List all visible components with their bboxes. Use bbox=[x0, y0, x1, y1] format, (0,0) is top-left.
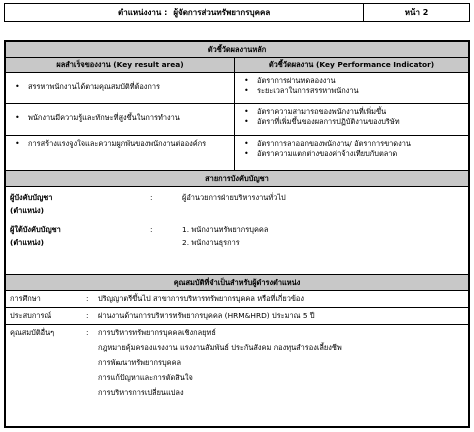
kpi-cell bbox=[235, 73, 468, 103]
kra-cell bbox=[6, 104, 235, 135]
reporting-section bbox=[6, 187, 468, 275]
kra-cell bbox=[6, 136, 235, 170]
kpi-item: • อัตราที่เพิ่มขึ้นของผลการปฏิบัติงานของบริษัท bbox=[239, 117, 464, 126]
colon: : bbox=[150, 224, 153, 234]
colon: : bbox=[86, 311, 89, 320]
other-qualifications-row bbox=[6, 325, 468, 406]
kra-cell bbox=[6, 73, 235, 103]
kpi-item: • อัตราการลาออกของพนักงาน/ อัตราการขาดงาน bbox=[239, 139, 464, 148]
page-number: หน้า 2 bbox=[404, 7, 429, 17]
other-label: คุณสมบัติอื่นๆ bbox=[10, 328, 55, 337]
other-item: กฎหมายคุ้มครองแรงงาน แรงงานสัมพันธ์ ประกันสังคม กองทุนสำรองเลี้ยงชีพ bbox=[98, 343, 342, 352]
experience-row bbox=[6, 308, 468, 325]
kpi-header: ตัวชี้วัดผลงาน (Key Performance Indicator) bbox=[235, 58, 468, 72]
position-label: ตำแหน่งงาน : bbox=[118, 7, 168, 17]
subordinate-label: ผู้ใต้บังคับบัญชา bbox=[10, 224, 61, 234]
kpi-item: • อัตราความสามารถของพนักงานที่เพิ่มขึ้น bbox=[239, 107, 464, 116]
qualifications-section bbox=[6, 291, 468, 406]
other-item: การพัฒนาทรัพยากรบุคคล bbox=[98, 358, 182, 367]
subordinate-item: 2. พนักงานธุรการ bbox=[182, 237, 240, 247]
kra-item: • พนักงานมีความรู้และทักษะที่สูงขึ้นในการทำงาน bbox=[10, 113, 230, 122]
colon: : bbox=[86, 328, 89, 337]
colon: : bbox=[86, 294, 89, 303]
position-field bbox=[5, 4, 364, 21]
kpi-cell bbox=[235, 104, 468, 135]
position-header bbox=[4, 3, 470, 22]
supervisor-sub-label: (ตำแหน่ง) bbox=[10, 205, 45, 215]
subordinate-sub-label: (ตำแหน่ง) bbox=[10, 237, 45, 247]
position-value: ผู้จัดการส่วนทรัพยากรบุคคล bbox=[173, 7, 271, 17]
kpi-row-1 bbox=[6, 73, 468, 104]
reporting-section-title: สายการบังคับบัญชา bbox=[6, 171, 468, 187]
kra-header: ผลสำเร็จของงาน (Key result area) bbox=[6, 58, 235, 72]
kra-item: • สรรหาพนักงานได้ตามคุณสมบัติที่ต้องการ bbox=[10, 82, 230, 91]
kra-item: • การสร้างแรงจูงใจและความผูกพันของพนักงานต่อองค์กร bbox=[10, 139, 230, 148]
education-row bbox=[6, 291, 468, 308]
main-table bbox=[4, 40, 470, 428]
subordinate-row bbox=[10, 223, 464, 236]
other-item: การแก้ปัญหาและการตัดสินใจ bbox=[98, 373, 193, 382]
other-values bbox=[92, 325, 468, 406]
subordinate-item: 1. พนักงานทรัพยากรบุคคล bbox=[182, 224, 269, 234]
supervisor-value: ผู้อำนวยการฝ่ายบริหารงานทั่วไป bbox=[182, 192, 286, 202]
supervisor-row bbox=[10, 191, 464, 204]
qualifications-section-title: คุณสมบัติที่จำเป็นสำหรับผู้ดำรงตำแหน่ง bbox=[6, 275, 468, 291]
education-label: การศึกษา bbox=[10, 294, 41, 303]
kpi-cell bbox=[235, 136, 468, 170]
supervisor-label: ผู้บังคับบัญชา bbox=[10, 192, 53, 202]
other-item: การบริหารการเปลี่ยนแปลง bbox=[98, 388, 184, 397]
kpi-item: • อัตราการผ่านทดลองงาน bbox=[239, 76, 464, 85]
experience-value: ผ่านงานด้านการบริหารทรัพยากรบุคคล (HRM&HRD) ประมาณ 5 ปี bbox=[98, 311, 315, 320]
education-value: ปริญญาตรีขึ้นไป สาขาการบริหารทรัพยากรบุคคล หรือที่เกี่ยวข้อง bbox=[98, 294, 304, 303]
other-item: การบริหารทรัพยากรบุคคลเชิงกลยุทธ์ bbox=[98, 328, 216, 337]
kpi-section-title: ตัวชี้วัดผลงานหลัก bbox=[6, 42, 468, 58]
kpi-item: • อัตราความแตกต่างของค่าจ้างเทียบกับตลาด bbox=[239, 149, 464, 158]
kpi-item: • ระยะเวลาในการสรรหาพนักงาน bbox=[239, 86, 464, 95]
colon: : bbox=[150, 192, 153, 202]
subordinate-sub-row bbox=[10, 236, 464, 249]
kpi-row-3 bbox=[6, 136, 468, 171]
experience-label: ประสบการณ์ bbox=[10, 311, 52, 320]
supervisor-sub-row bbox=[10, 204, 464, 217]
kpi-row-2 bbox=[6, 104, 468, 136]
kpi-column-headers bbox=[6, 58, 468, 73]
